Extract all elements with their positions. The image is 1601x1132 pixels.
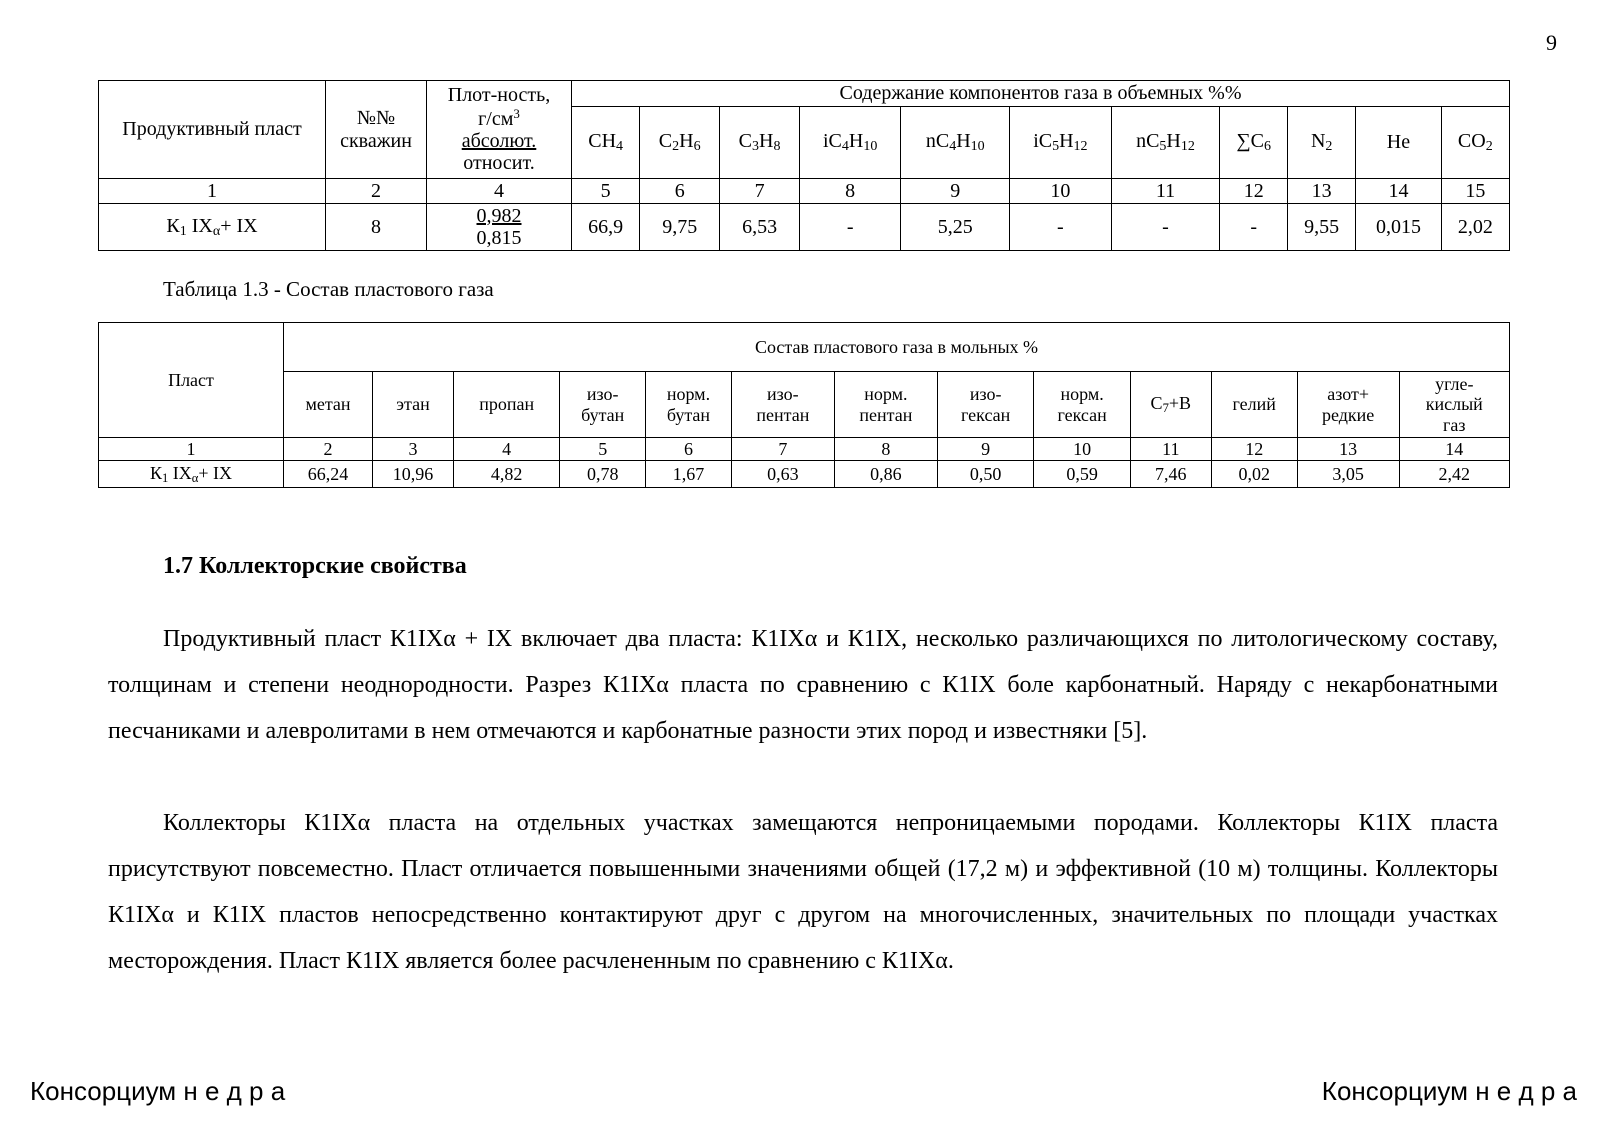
- column-number: 5: [560, 438, 646, 461]
- table-caption: Таблица 1.3 - Состав пластового газа: [163, 277, 494, 301]
- header-layer: Пласт: [99, 323, 284, 438]
- data-cell: 0,63: [731, 461, 834, 488]
- data-cell: 0,59: [1034, 461, 1130, 488]
- header-component: $C_3H_8$: [720, 107, 800, 179]
- header-component: угле- кислый газ: [1399, 372, 1509, 438]
- header-component: $CO_2$: [1441, 107, 1509, 179]
- footer-left-company: Консорциум н е д р а: [30, 1076, 286, 1106]
- row-layer-name: $К_1$ $IX_\alpha+$ IX: [99, 204, 326, 251]
- row-wells: 8: [326, 204, 427, 251]
- data-cell: 1,67: [646, 461, 732, 488]
- header-component: $C_7+В$: [1130, 372, 1211, 438]
- column-number: 4: [427, 179, 572, 204]
- header-component: норм. гексан: [1034, 372, 1130, 438]
- column-number: 10: [1034, 438, 1130, 461]
- paragraph-1: Продуктивный пласт К1IXα + IX включает два пласта: К1IXα и К1IX, несколько различающихся по литологическому составу, толщинам и степени неоднородности. Разрез К1IXα пласта по сравнению с К1IX боле карбонатный. Наряду с некарбонатными песчаниками и алевролитами в нем отмечаются и карбонатные разности этих пород и известняки [5].: [108, 626, 1498, 744]
- header-component: изо- пентан: [731, 372, 834, 438]
- header-density: Плот-ность, $г/см^3$ абсолют. относит.: [427, 81, 572, 179]
- column-number: 8: [800, 179, 901, 204]
- column-number: 2: [284, 438, 373, 461]
- header-component: $C_2H_6$: [640, 107, 720, 179]
- header-component: $\sum C_6$: [1220, 107, 1288, 179]
- column-number: 9: [901, 179, 1010, 204]
- column-number: 14: [1356, 179, 1441, 204]
- column-number: 13: [1288, 179, 1356, 204]
- data-cell: 0,86: [834, 461, 937, 488]
- header-component: изо- гексан: [937, 372, 1033, 438]
- column-number: 4: [453, 438, 559, 461]
- header-gas-components-volume: Содержание компонентов газа в объемных %%: [572, 81, 1510, 107]
- header-component: $CH_4$: [572, 107, 640, 179]
- data-cell: 10,96: [373, 461, 454, 488]
- column-number: 11: [1130, 438, 1211, 461]
- column-number: 6: [646, 438, 732, 461]
- data-cell: 2,02: [1441, 204, 1509, 251]
- header-component: He: [1356, 107, 1441, 179]
- column-number: 2: [326, 179, 427, 204]
- column-number: 5: [572, 179, 640, 204]
- column-number: 7: [720, 179, 800, 204]
- column-number: 8: [834, 438, 937, 461]
- column-number: 1: [99, 438, 284, 461]
- data-cell: 0,78: [560, 461, 646, 488]
- column-number: 1: [99, 179, 326, 204]
- data-cell: 7,46: [1130, 461, 1211, 488]
- header-component: этан: [373, 372, 454, 438]
- column-number: 12: [1220, 179, 1288, 204]
- header-component: изо- бутан: [560, 372, 646, 438]
- data-cell: 9,75: [640, 204, 720, 251]
- header-component: $iC_5H_{12}$: [1010, 107, 1111, 179]
- row-density: 0,982 0,815: [427, 204, 572, 251]
- header-gas-components-molar: Состав пластового газа в мольных %: [284, 323, 1510, 372]
- header-wells: №№ скважин: [326, 81, 427, 179]
- section-heading: 1.7 Коллекторские свойства: [163, 553, 467, 579]
- gas-composition-volume-table: [98, 80, 1510, 251]
- column-number: 6: [640, 179, 720, 204]
- column-number: 11: [1111, 179, 1220, 204]
- header-component: норм. пентан: [834, 372, 937, 438]
- footer-right-company: Консорциум н е д р а: [1321, 1076, 1577, 1106]
- column-number: 14: [1399, 438, 1509, 461]
- header-component: метан: [284, 372, 373, 438]
- data-cell: -: [800, 204, 901, 251]
- data-cell: 4,82: [453, 461, 559, 488]
- column-number: 9: [937, 438, 1033, 461]
- data-cell: -: [1220, 204, 1288, 251]
- gas-composition-molar-table: [98, 322, 1510, 488]
- data-cell: 2,42: [1399, 461, 1509, 488]
- header-productive-layer: Продуктивный пласт: [99, 81, 326, 179]
- row-layer-name: $К_1$ $IX_\alpha+$ IX: [99, 461, 284, 488]
- data-cell: 66,9: [572, 204, 640, 251]
- header-component: норм. бутан: [646, 372, 732, 438]
- header-component: азот+ редкие: [1297, 372, 1399, 438]
- header-component: $iC_4H_{10}$: [800, 107, 901, 179]
- column-number: 13: [1297, 438, 1399, 461]
- data-cell: 66,24: [284, 461, 373, 488]
- data-cell: -: [1010, 204, 1111, 251]
- header-component: гелий: [1211, 372, 1297, 438]
- data-cell: 0,015: [1356, 204, 1441, 251]
- data-cell: 6,53: [720, 204, 800, 251]
- data-cell: 5,25: [901, 204, 1010, 251]
- data-cell: 0,50: [937, 461, 1033, 488]
- paragraph-2: Коллекторы К1IXα пласта на отдельных участках замещаются непроницаемыми породами. Коллекторы К1IX пласта присутствуют повсеместно. Пласт отличается повышенными значениями общей (17,2 м) и эффективной (10 м) толщины. Коллекторы К1IXα и К1IX пластов непосредственно контактируют друг с другом на многочисленных, значительных по площади участках месторождения. Пласт К1IX является более расчлененным по сравнению с К1IXα.: [108, 810, 1498, 974]
- column-number: 10: [1010, 179, 1111, 204]
- page-number: 9: [1546, 30, 1557, 55]
- column-number: 7: [731, 438, 834, 461]
- column-number: 15: [1441, 179, 1509, 204]
- column-number: 12: [1211, 438, 1297, 461]
- data-cell: 9,55: [1288, 204, 1356, 251]
- header-component: $nC_4H_{10}$: [901, 107, 1010, 179]
- data-cell: 0,02: [1211, 461, 1297, 488]
- column-number: 3: [373, 438, 454, 461]
- header-component: $N_2$: [1288, 107, 1356, 179]
- header-component: пропан: [453, 372, 559, 438]
- header-component: $nC_5H_{12}$: [1111, 107, 1220, 179]
- data-cell: -: [1111, 204, 1220, 251]
- data-cell: 3,05: [1297, 461, 1399, 488]
